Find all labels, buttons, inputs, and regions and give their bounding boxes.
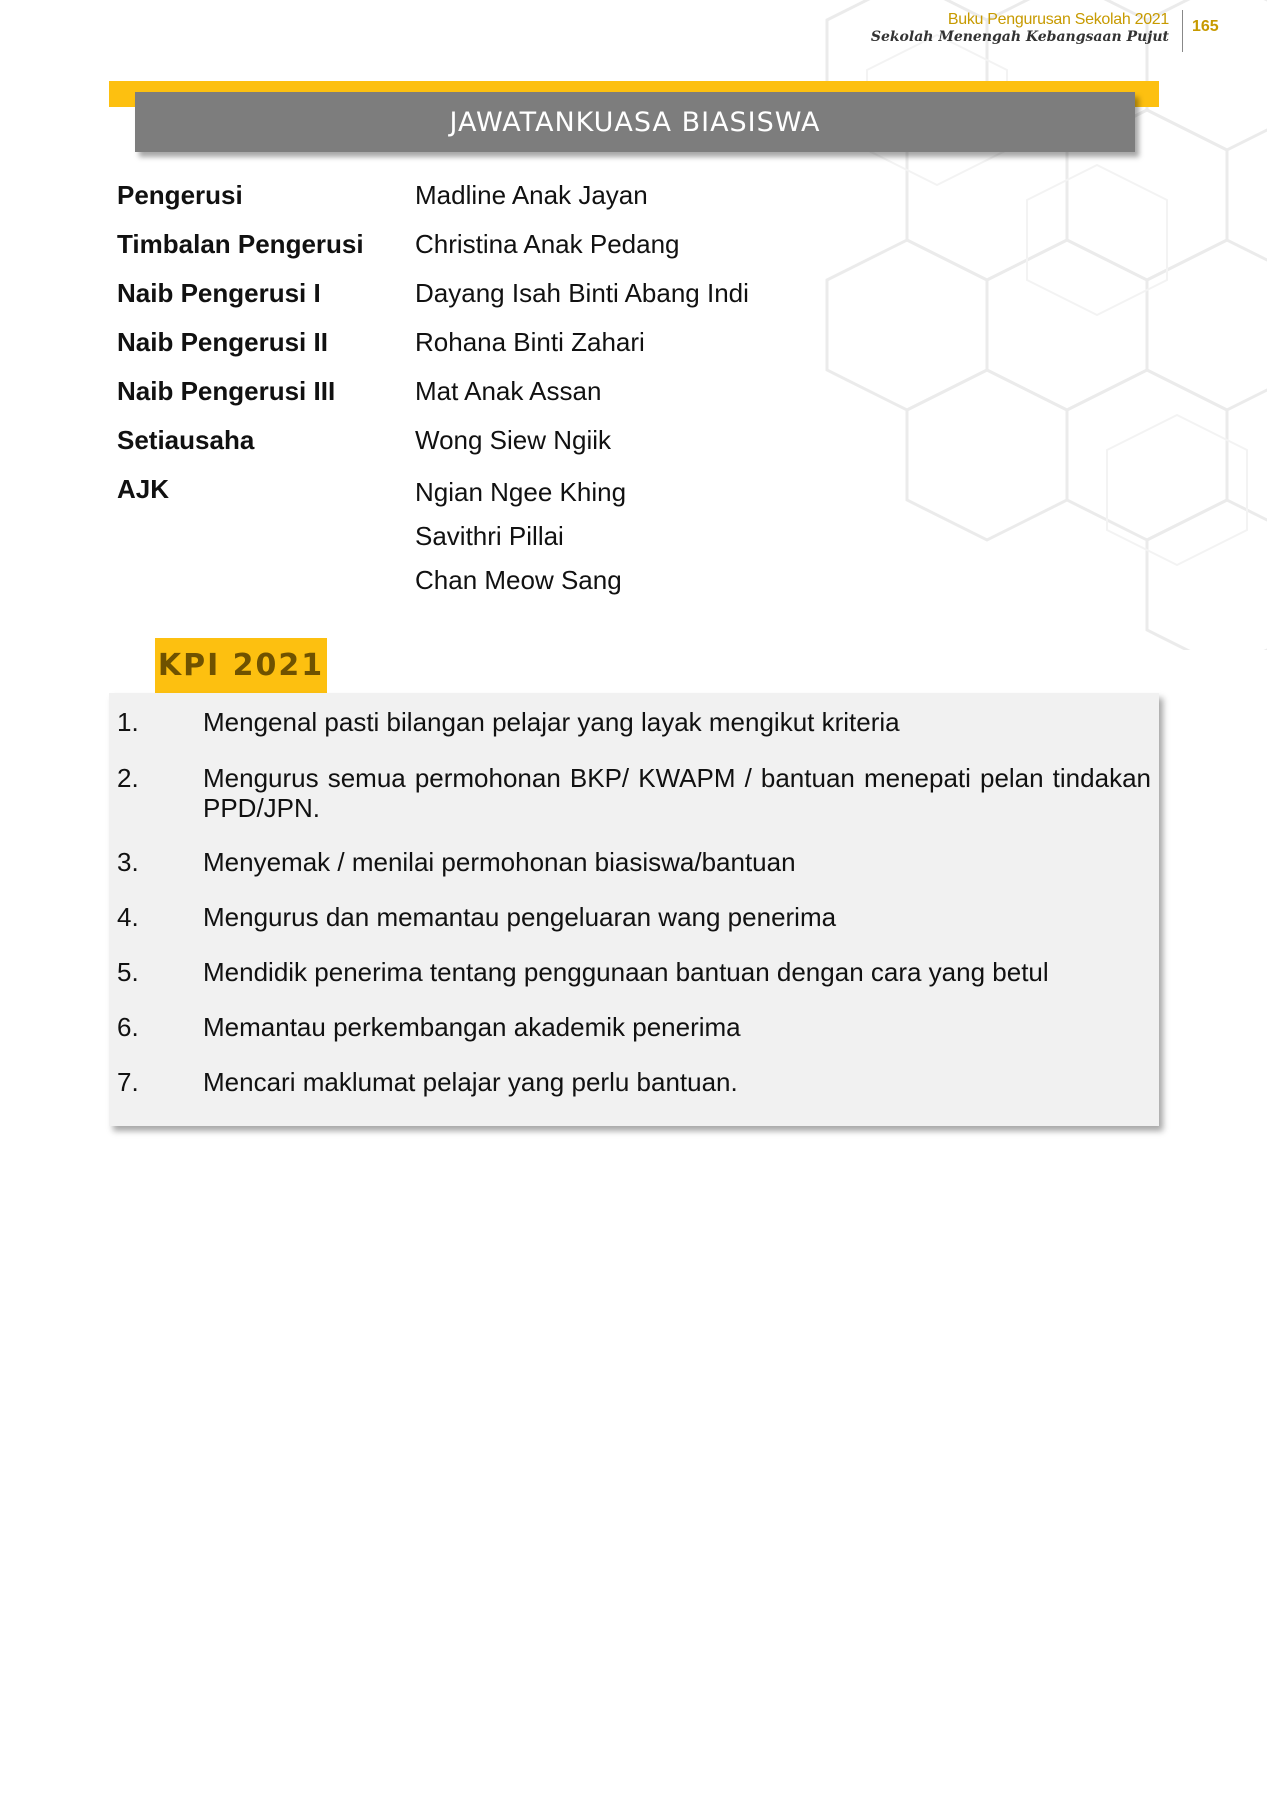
kpi-title: KPI 2021 [157, 648, 325, 683]
committee-role: AJK [117, 474, 170, 504]
kpi-item-text: Mengurus dan memantau pengeluaran wang penerima [203, 902, 837, 932]
kpi-item [109, 847, 1159, 877]
school-name: Sekolah Menengah Kebangsaan Pujut [870, 29, 1169, 45]
committee-name: Rohana Binti Zahari [415, 327, 645, 357]
kpi-item-text: Mendidik penerima tentang penggunaan bantuan dengan cara yang betul [203, 957, 1049, 987]
committee-name: Madline Anak Jayan [415, 180, 648, 210]
committee-name: Wong Siew Ngiik [415, 425, 612, 455]
committee-name: Christina Anak Pedang [415, 229, 680, 259]
header-divider [1182, 10, 1183, 52]
ajk-name: Savithri Pillai [415, 521, 564, 551]
committee-list [117, 176, 917, 610]
kpi-item [109, 707, 1159, 737]
committee-role: Setiausaha [117, 425, 255, 455]
kpi-item [109, 1067, 1159, 1097]
kpi-list [109, 693, 1159, 1126]
section-title: JAWATANKUASA BIASISWA [449, 106, 821, 138]
committee-role: Naib Pengerusi II [117, 327, 328, 357]
kpi-item-number: 2. [117, 763, 139, 793]
committee-row [117, 225, 917, 274]
page-number: 165 [1192, 18, 1219, 35]
kpi-item-number: 6. [117, 1012, 139, 1042]
committee-role: Pengerusi [117, 180, 243, 210]
ajk-name: Ngian Ngee Khing [415, 477, 627, 507]
committee-name: Dayang Isah Binti Abang Indi [415, 278, 749, 308]
committee-row [117, 323, 917, 372]
section-banner [135, 92, 1135, 152]
kpi-item-number: 1. [117, 707, 139, 737]
kpi-item-text: Mencari maklumat pelajar yang perlu bantuan. [203, 1067, 738, 1097]
committee-role: Naib Pengerusi I [117, 278, 321, 308]
kpi-item-text: Mengenal pasti bilangan pelajar yang layak mengikut kriteria [203, 707, 900, 737]
kpi-item [109, 957, 1159, 987]
kpi-item [109, 902, 1159, 932]
kpi-item-number: 7. [117, 1067, 139, 1097]
committee-name: Mat Anak Assan [415, 376, 602, 406]
committee-row [117, 176, 917, 225]
ajk-name: Chan Meow Sang [415, 565, 622, 595]
kpi-item [109, 1012, 1159, 1042]
kpi-item-text: Memantau perkembangan akademik penerima [203, 1012, 741, 1042]
committee-row [117, 274, 917, 323]
committee-row-ajk [117, 470, 917, 610]
page-header [0, 10, 1267, 60]
committee-row [117, 372, 917, 421]
ajk-name-list [415, 470, 626, 602]
committee-role: Naib Pengerusi III [117, 376, 336, 406]
kpi-item-number: 3. [117, 847, 139, 877]
committee-role: Timbalan Pengerusi [117, 229, 364, 259]
kpi-item-number: 4. [117, 902, 139, 932]
kpi-item [109, 763, 1159, 823]
book-title: Buku Pengurusan Sekolah 2021 [947, 11, 1169, 28]
kpi-item-text: Menyemak / menilai permohonan biasiswa/bantuan [203, 847, 796, 877]
kpi-item-text: Mengurus semua permohonan BKP/ KWAPM / bantuan menepati pelan tindakan PPD/JPN. [203, 763, 1151, 823]
kpi-tab [155, 638, 327, 693]
committee-row [117, 421, 917, 470]
kpi-item-number: 5. [117, 957, 139, 987]
